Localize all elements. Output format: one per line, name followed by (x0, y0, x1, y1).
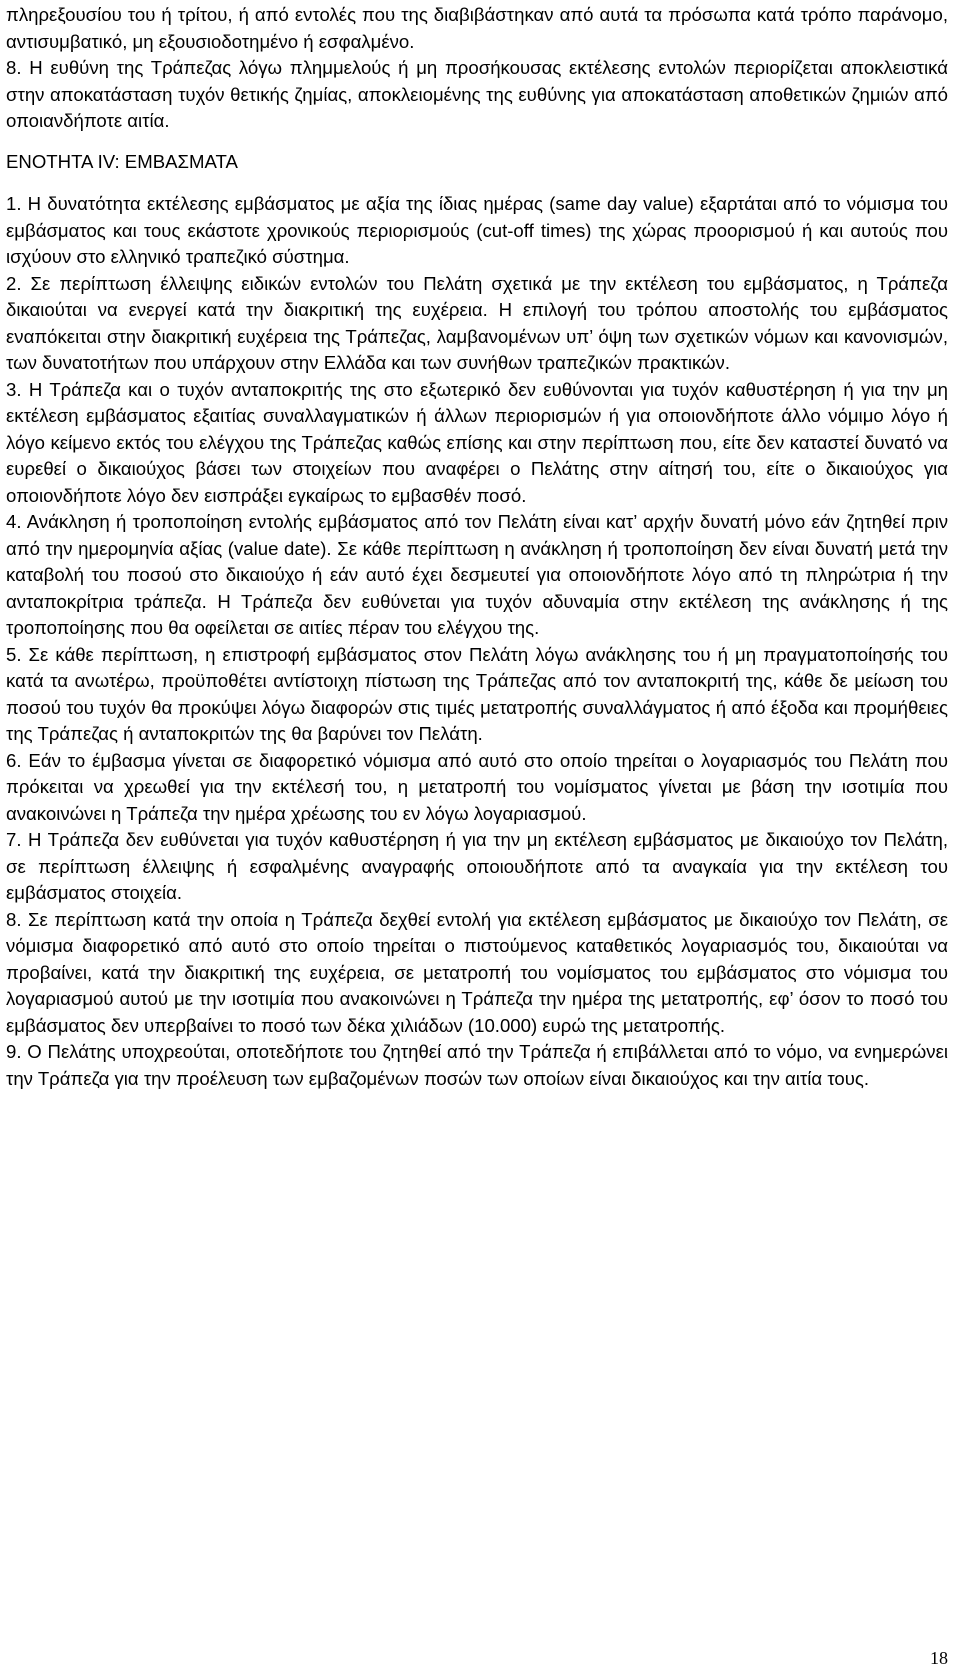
section-item-4: 4. Ανάκληση ή τροποποίηση εντολής εμβάσματος από τον Πελάτη είναι κατ’ αρχήν δυνατή μόνο εάν ζητηθεί πριν από την ημερομηνία αξίας (value date). Σε κάθε περίπτωση η ανάκληση ή τροποποίηση δεν είναι δυνατή μετά την καταβολή του ποσού στο δικαιούχο ή εάν αυτό έχει δεσμευτεί για οποιονδήποτε λόγο από τη πληρώτρια ή την ανταποκρίτρια τράπεζα. Η Τράπεζα δεν ευθύνεται για τυχόν αδυναμία στην εκτέλεση της ανάκλησης ή της τροποποίησης που θα οφείλεται σε αιτίες πέραν του ελέγχου της. (6, 511, 948, 638)
section-item-5: 5. Σε κάθε περίπτωση, η επιστροφή εμβάσματος στον Πελάτη λόγω ανάκλησης του ή μη πραγματοποίησής του κατά τα ανωτέρω, προϋποθέτει αντίστοιχη πίστωση της Τράπεζας από τον ανταποκριτή της, κάθε δε μείωση του ποσού του τυχόν θα προκύψει λόγω διαφορών στις τιμές μετατροπής συναλλάγματος ή από έξοδα και προμήθειες της Τράπεζας ή ανταποκριτών της θα βαρύνει τον Πελάτη. (6, 643, 948, 744)
section-item-6: 6. Εάν το έμβασμα γίνεται σε διαφορετικό νόμισμα από αυτό στο οποίο τηρείται ο λογαριασμός του Πελάτη που πρόκειται να χρεωθεί για την εκτέλεσή του, η μετατροπή του νομίσματος γίνεται με βάση την ισοτιμία που ανακοινώνει η Τράπεζα την ημέρα χρέωσης του εν λόγω λογαριασμού. (6, 749, 948, 824)
section-item-3: 3. Η Τράπεζα και ο τυχόν ανταποκριτής της στο εξωτερικό δεν ευθύνονται για τυχόν καθυστέρηση ή για την μη εκτέλεση εμβάσματος εξαιτίας συναλλαγματικών ή άλλων περιορισμών ή για οποιονδήποτε άλλο νόμιμο λόγο ή λόγο κείμενο εκτός του ελέγχου της Τράπεζας καθώς επίσης και στην περίπτωση που, είτε δεν καταστεί δυνατό να ευρεθεί ο δικαιούχος βάσει των στοιχείων που αναφέρει ο Πελάτης στην αίτησή του, είτε ο δικαιούχος για οποιονδήποτε λόγο δεν εισπράξει εγκαίρως το εμβασθέν ποσό. (6, 378, 948, 506)
section-heading: ΕΝΟΤΗΤΑ IV: ΕΜΒΑΣΜΑΤΑ (6, 150, 238, 172)
paragraph-item-8-previous-section: 8. Η ευθύνη της Τράπεζας λόγω πλημμελούς ή μη προσήκουσας εκτέλεσης εντολών περιορίζεται αποκλειστικά στην αποκατάσταση τυχόν θετικής ζημίας, αποκλειομένης της ευθύνης για αποκατάσταση αποθετικών ζημιών από οποιανδήποτε αιτία. (6, 57, 948, 131)
section-item-1: 1. Η δυνατότητα εκτέλεσης εμβάσματος με αξία της ίδιας ημέρας (same day value) εξαρτάται από το νόμισμα του εμβάσματος και τους εκάστοτε χρονικούς περιορισμούς (cut-off times) της χώρας προορισμού ή και αυτούς που ισχύουν στο ελληνικό τραπεζικό σύστημα. (6, 193, 948, 267)
section-item-7: 7. Η Τράπεζα δεν ευθύνεται για τυχόν καθυστέρηση ή για την μη εκτέλεση εμβάσματος με δικαιούχο τον Πελάτη, σε περίπτωση έλλειψης ή εσφαλμένης αναγραφής οποιουδήποτε από τα αναγκαία για την εκτέλεση του εμβάσματος στοιχεία. (6, 829, 948, 903)
section-item-2: 2. Σε περίπτωση έλλειψης ειδικών εντολών του Πελάτη σχετικά με την εκτέλεση του εμβάσματος, η Τράπεζα δικαιούται να ενεργεί κατά την διακριτική της ευχέρεια. Η επιλογή του τρόπου αποστολής του εμβάσματος εναπόκειται στην διακριτική ευχέρεια της Τράπεζας, λαμβανομένων υπ’ όψη των σχετικών νόμων και κανονισμών, των δυνατοτήτων που υπάρχουν στην Ελλάδα και των συνήθων τραπεζικών πρακτικών. (6, 272, 948, 373)
page-number: 18 (930, 1648, 948, 1668)
document-page (6, 2, 948, 1092)
section-item-8: 8. Σε περίπτωση κατά την οποία η Τράπεζα δεχθεί εντολή για εκτέλεση εμβάσματος με δικαιούχο τον Πελάτη, σε νόμισμα διαφορετικό από αυτό στο οποίο τηρείται ο πιστούμενος καταθετικός λογαριασμός του, δικαιούται να προβαίνει, κατά την διακριτική της ευχέρεια, σε μετατροπή του νομίσματος του εμβάσματος στο νόμισμα του λογαριασμού αυτού με την ισοτιμία που ανακοινώνει η Τράπεζα την ημέρα της μετατροπής, εφ’ όσον το ποσό του εμβάσματος δεν υπερβαίνει το ποσό των δέκα χιλιάδων (10.000) ευρώ της μετατροπής. (6, 908, 948, 1036)
section-item-9: 9. Ο Πελάτης υποχρεούται, οποτεδήποτε του ζητηθεί από την Τράπεζα ή επιβάλλεται από το νόμο, να ενημερώνει την Τράπεζα για την προέλευση των εμβαζομένων ποσών των οποίων είναι δικαιούχος και την αιτία τους. (6, 1041, 948, 1089)
paragraph-continuation: πληρεξουσίου του ή τρίτου, ή από εντολές που της διαβιβάστηκαν από αυτά τα πρόσωπα κατά τρόπο παράνομο, αντισυμβατικό, μη εξουσιοδοτημένο ή εσφαλμένο. (6, 4, 948, 52)
